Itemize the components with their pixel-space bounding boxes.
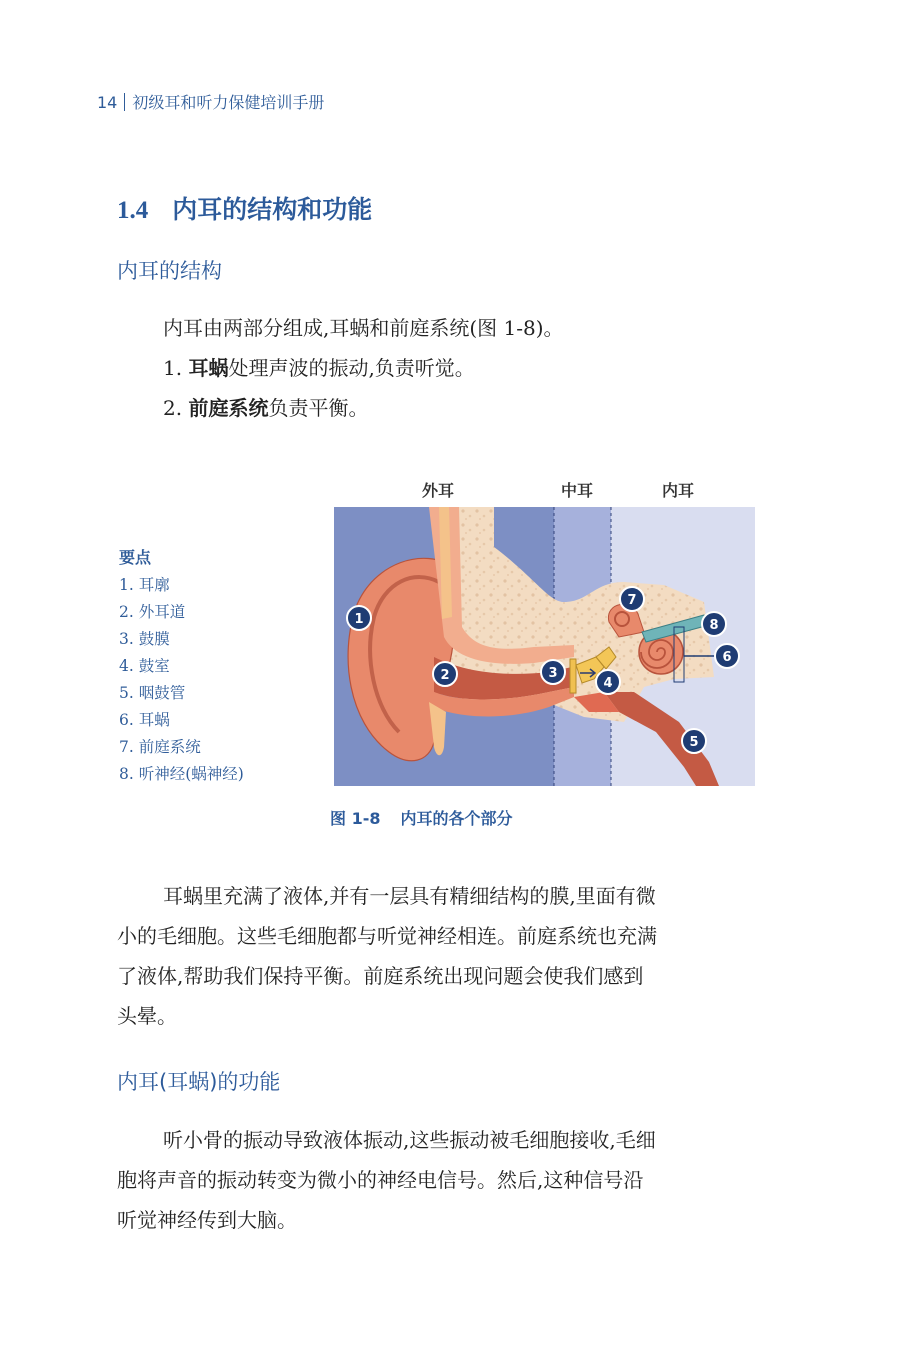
function-paragraph — [117, 1120, 767, 1240]
item-1-text: 处理声波的振动,负责听觉。 — [228, 356, 475, 380]
figure-caption-text: 内耳的各个部分 — [400, 809, 513, 828]
svg-text:4: 4 — [603, 676, 613, 691]
item-1-number: 1. — [163, 356, 189, 380]
key-points-title: 要点 — [119, 548, 152, 567]
label-outer-ear: 外耳 — [422, 481, 455, 500]
key-point-3: 3. 鼓膜 — [119, 630, 170, 648]
item-1-term: 耳蜗 — [188, 356, 229, 380]
page-number: 14 — [97, 93, 118, 112]
subsection-title-structure: 内耳的结构 — [117, 259, 222, 283]
key-point-2: 2. 外耳道 — [119, 603, 186, 621]
paragraph-line-3: 了液体,帮助我们保持平衡。前庭系统出现问题会使我们感到 — [117, 964, 644, 988]
paragraph-line-1: 耳蜗里充满了液体,并有一层具有精细结构的膜,里面有微 — [163, 884, 656, 908]
svg-text:5: 5 — [689, 735, 699, 750]
svg-text:1: 1 — [354, 612, 364, 627]
marker-1 — [347, 606, 371, 630]
label-inner-ear: 内耳 — [662, 481, 695, 500]
cochlea-paragraph — [117, 876, 767, 1036]
key-point-1: 1. 耳廓 — [119, 576, 170, 594]
figure-number: 图 1-8 — [330, 809, 381, 828]
svg-text:7: 7 — [627, 593, 637, 608]
subsection-title-function: 内耳(耳蜗)的功能 — [117, 1070, 281, 1094]
marker-7 — [620, 587, 644, 611]
svg-text:2: 2 — [440, 668, 450, 683]
key-point-4: 4. 鼓室 — [119, 657, 170, 675]
book-title: 初级耳和听力保健培训手册 — [132, 93, 325, 112]
label-middle-ear: 中耳 — [561, 481, 594, 500]
function-line-3: 听觉神经传到大脑。 — [117, 1208, 297, 1232]
svg-text:6: 6 — [722, 650, 732, 665]
marker-5 — [682, 729, 706, 753]
item-2-text: 负责平衡。 — [268, 396, 369, 420]
section-title — [117, 190, 372, 226]
svg-text:3: 3 — [548, 666, 558, 681]
paragraph-line-4: 头晕。 — [117, 1004, 177, 1028]
paragraph-line-2: 小的毛细胞。这些毛细胞都与听觉神经相连。前庭系统也充满 — [117, 924, 657, 948]
running-header — [97, 90, 324, 113]
function-line-1: 听小骨的振动导致液体振动,这些振动被毛细胞接收,毛细 — [163, 1128, 656, 1152]
structure-item-1 — [163, 348, 564, 388]
item-2-number: 2. — [163, 396, 189, 420]
function-line-2: 胞将声音的振动转变为微小的神经电信号。然后,这种信号沿 — [117, 1168, 644, 1192]
structure-paragraph — [163, 308, 564, 428]
header-divider — [124, 93, 125, 111]
structure-item-2 — [163, 388, 564, 428]
marker-6 — [715, 644, 739, 668]
figure-caption — [330, 806, 513, 829]
section-title-text: 内耳的结构和功能 — [172, 195, 373, 224]
ear-anatomy-illustration — [334, 507, 755, 786]
key-point-5: 5. 咽鼓管 — [119, 684, 186, 702]
marker-8 — [702, 612, 726, 636]
marker-2 — [433, 662, 457, 686]
key-point-8: 8. 听神经(蜗神经) — [119, 765, 244, 783]
marker-4 — [596, 670, 620, 694]
svg-text:8: 8 — [709, 618, 719, 633]
key-point-6: 6. 耳蜗 — [119, 711, 170, 729]
marker-3 — [541, 660, 565, 684]
key-points-legend — [119, 545, 244, 788]
section-number: 1.4 — [117, 197, 149, 224]
item-2-term: 前庭系统 — [188, 396, 269, 420]
eardrum — [570, 659, 576, 693]
key-point-7: 7. 前庭系统 — [119, 738, 201, 756]
structure-intro: 内耳由两部分组成,耳蜗和前庭系统(图 1-8)。 — [163, 316, 564, 340]
